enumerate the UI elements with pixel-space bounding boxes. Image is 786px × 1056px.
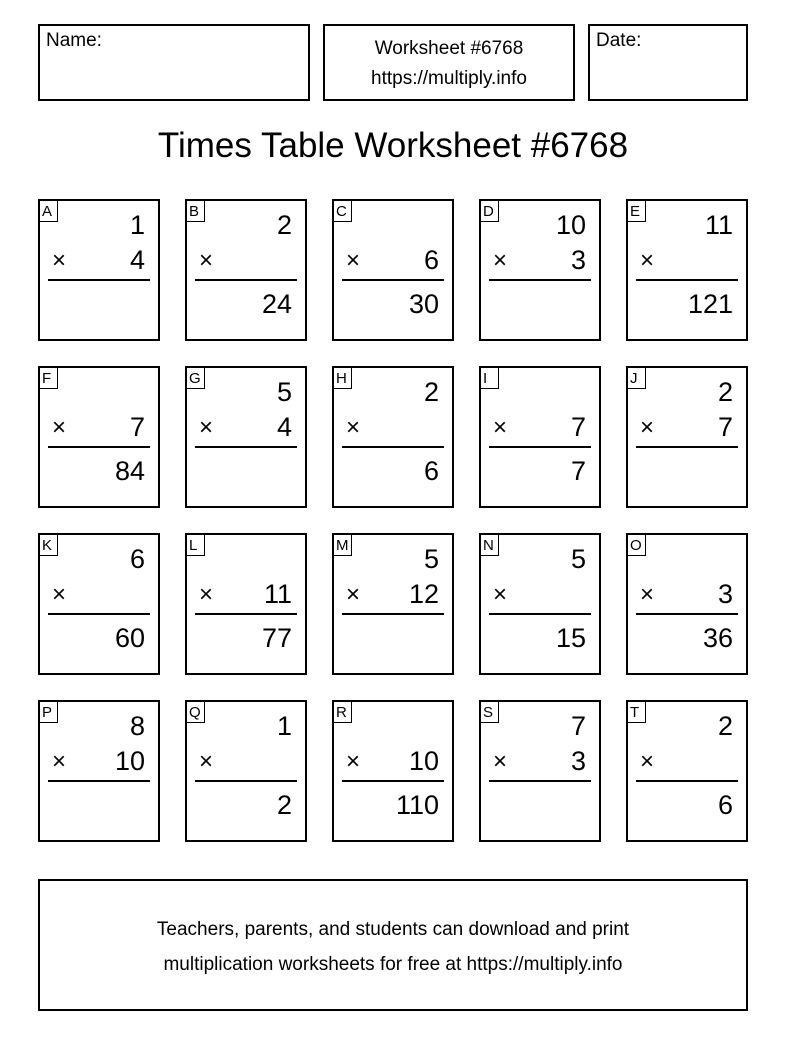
multiplicand: 2 [717,377,733,407]
multiplicand: 2 [423,377,439,407]
times-symbol: × [640,748,655,775]
problem-letter: B [187,201,205,222]
times-symbol: × [199,581,214,608]
times-symbol: × [640,247,655,274]
times-symbol: × [199,414,214,441]
answer-rule [195,446,297,448]
problem-letter: G [187,368,205,389]
answer-rule [636,613,738,615]
problem-card [38,533,160,675]
times-symbol: × [640,414,655,441]
multiplier: 7 [129,412,145,442]
answer-rule [489,613,591,615]
product: 15 [555,623,586,653]
times-symbol: × [640,581,655,608]
answer-rule [636,780,738,782]
multiplier: 3 [570,245,586,275]
problem-card [479,366,601,508]
answer-rule [636,279,738,281]
problem-card [626,533,748,675]
multiplicand: 2 [717,711,733,741]
times-symbol: × [493,748,508,775]
product: 84 [114,456,145,486]
problem-letter: D [481,201,499,222]
times-symbol: × [493,247,508,274]
product: 6 [423,456,439,486]
problem-card [38,199,160,341]
problem-card [185,366,307,508]
multiplicand: 1 [129,210,145,240]
problem-letter: P [40,702,58,723]
multiplier: 3 [570,746,586,776]
page-title: Times Table Worksheet #6768 [157,126,629,165]
worksheet-info-box [323,24,575,101]
answer-rule [195,279,297,281]
product: 121 [687,289,733,319]
answer-rule [636,446,738,448]
multiplier: 4 [276,412,292,442]
times-symbol: × [493,414,508,441]
product: 24 [261,289,292,319]
multiplier: 7 [570,412,586,442]
times-symbol: × [52,748,67,775]
problem-letter: E [628,201,646,222]
multiplicand: 2 [276,210,292,240]
problem-card [185,533,307,675]
multiplicand: 11 [704,210,733,240]
answer-rule [48,780,150,782]
answer-rule [342,613,444,615]
name-label: Name: [46,30,102,51]
multiplier: 12 [408,579,439,609]
product: 110 [395,790,439,820]
problem-card [626,366,748,508]
multiplier: 6 [423,245,439,275]
problem-card [479,533,601,675]
answer-rule [489,446,591,448]
times-symbol: × [346,414,361,441]
problem-card [626,700,748,842]
multiplicand: 7 [570,711,586,741]
multiplier: 4 [129,245,145,275]
answer-rule [489,780,591,782]
product: 36 [702,623,733,653]
multiplier: 11 [263,579,292,609]
times-symbol: × [199,748,214,775]
times-symbol: × [52,247,67,274]
times-symbol: × [346,247,361,274]
answer-rule [342,279,444,281]
multiplicand: 5 [276,377,292,407]
multiplier: 10 [114,746,145,776]
answer-rule [195,780,297,782]
problem-letter: T [628,702,646,723]
problem-card [479,700,601,842]
problem-card [332,199,454,341]
product: 6 [717,790,733,820]
problem-card [479,199,601,341]
problem-letter: K [40,535,58,556]
times-symbol: × [52,581,67,608]
site-url: https://multiply.info [371,68,527,89]
problem-letter: R [334,702,352,723]
problem-card [38,366,160,508]
answer-rule [195,613,297,615]
problem-letter: O [628,535,646,556]
problem-letter: J [628,368,646,389]
times-symbol: × [346,581,361,608]
times-symbol: × [199,247,214,274]
product: 2 [276,790,292,820]
problem-letter: N [481,535,499,556]
answer-rule [489,279,591,281]
problem-letter: H [334,368,352,389]
multiplicand: 5 [423,544,439,574]
product: 60 [114,623,145,653]
problem-card [626,199,748,341]
problem-letter: C [334,201,352,222]
multiplicand: 6 [129,544,145,574]
multiplier: 7 [717,412,733,442]
problem-card [332,700,454,842]
date-field-box [588,24,748,101]
problem-letter: M [334,535,352,556]
problem-letter: A [40,201,58,222]
times-symbol: × [493,581,508,608]
problem-letter: Q [187,702,205,723]
problem-card [38,700,160,842]
multiplier: 10 [408,746,439,776]
times-symbol: × [346,748,361,775]
answer-rule [342,780,444,782]
answer-rule [342,446,444,448]
multiplicand: 5 [570,544,586,574]
footer-line-1: Teachers, parents, and students can download and print [156,919,630,940]
problem-card [185,700,307,842]
product: 77 [261,623,292,653]
worksheet-id: Worksheet #6768 [374,38,524,59]
problem-letter: L [187,535,205,556]
problem-card [185,199,307,341]
times-symbol: × [52,414,67,441]
problem-letter: F [40,368,58,389]
footer-box [38,879,748,1011]
date-label: Date: [596,30,642,51]
answer-rule [48,613,150,615]
multiplicand: 8 [129,711,145,741]
footer-line-2: multiplication worksheets for free at https://multiply.info [163,954,623,975]
problem-card [332,366,454,508]
answer-rule [48,446,150,448]
product: 30 [408,289,439,319]
multiplicand: 10 [555,210,586,240]
multiplier: 3 [717,579,733,609]
name-field-box [38,24,310,101]
multiplicand: 1 [276,711,292,741]
problem-letter: I [481,368,499,389]
answer-rule [48,279,150,281]
problem-letter: S [481,702,499,723]
problem-card [332,533,454,675]
product: 7 [570,456,586,486]
